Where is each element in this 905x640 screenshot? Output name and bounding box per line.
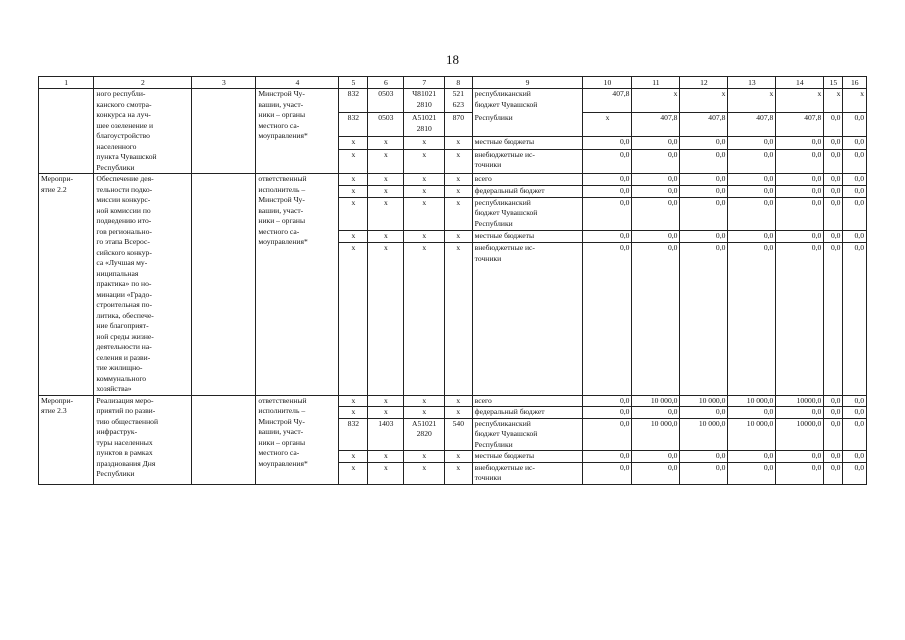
- cell-c6: x: [368, 174, 404, 186]
- cell-c12: 407,8: [680, 113, 728, 137]
- column-number-10: 10: [583, 77, 632, 89]
- text-line: местного са-: [258, 120, 300, 130]
- column-number-3: 3: [192, 77, 256, 89]
- cell-c9: местные бюджеты: [472, 231, 583, 243]
- cell-c5: x: [339, 149, 368, 173]
- event-description: [94, 89, 192, 174]
- cell-c7: x: [404, 407, 444, 419]
- text-line: го этапа Всерос-: [96, 237, 150, 246]
- text-line: тельности подко-: [96, 184, 153, 194]
- text-line: вашии, участ-: [258, 99, 304, 109]
- cell-c7: x: [404, 174, 444, 186]
- table-row: [39, 89, 867, 113]
- cell-c6: x: [368, 137, 404, 150]
- cell-c7: x: [404, 231, 444, 243]
- text-line: пунктов в рамках: [96, 448, 153, 457]
- cell-c6: x: [368, 149, 404, 173]
- cell-c14: 407,8: [776, 113, 824, 137]
- text-line: тие жилищно-: [96, 363, 143, 372]
- cell-c8: x: [444, 395, 472, 407]
- cell-c12: 0,0: [680, 197, 728, 230]
- cell-c14: 0,0: [776, 137, 824, 150]
- cell-c13: 0,0: [728, 185, 776, 197]
- event-label: [39, 395, 94, 484]
- text-line: са «Лучшая му-: [96, 258, 148, 267]
- cell-c14: x: [776, 89, 824, 113]
- cell-c16: 0,0: [843, 407, 867, 419]
- cell-c12: 10 000,0: [680, 395, 728, 407]
- cell-c5: 832: [339, 418, 368, 451]
- cell-c13: x: [728, 89, 776, 113]
- cell-c14: 0,0: [776, 197, 824, 230]
- column-number-14: 14: [776, 77, 824, 89]
- cell-c10: 0,0: [583, 395, 632, 407]
- cell-c16: 0,0: [843, 231, 867, 243]
- column-number-16: 16: [843, 77, 867, 89]
- cell-c7: x: [404, 243, 444, 396]
- cell-c9: внебюджетные ис- точники: [472, 149, 583, 173]
- cell-c9: республиканский бюджет Чувашской Республики: [472, 197, 583, 230]
- cell-c12: 0,0: [680, 174, 728, 186]
- column-number-2: 2: [94, 77, 192, 89]
- table-bottom-border: [776, 484, 824, 485]
- text-line: тию общественной: [96, 416, 159, 426]
- cell-c9: местные бюджеты: [472, 451, 583, 463]
- cell-c14: 10000,0: [776, 418, 824, 451]
- cell-c14: 0,0: [776, 243, 824, 396]
- cell-c16: 0,0: [843, 418, 867, 451]
- table-bottom-border: [728, 484, 776, 485]
- cell-c7: x: [404, 451, 444, 463]
- cell-c14: 0,0: [776, 149, 824, 173]
- cell-c9: федеральный бюджет: [472, 185, 583, 197]
- cell-c10: 0,0: [583, 451, 632, 463]
- cell-c5: x: [339, 243, 368, 396]
- cell-c13: 0,0: [728, 174, 776, 186]
- table-bottom-border: [94, 484, 192, 485]
- cell-c16: 0,0: [843, 149, 867, 173]
- cell-c13: 0,0: [728, 137, 776, 150]
- cell-c8: x: [444, 185, 472, 197]
- cell-c8: x: [444, 174, 472, 186]
- cell-c10: 407,8: [583, 89, 632, 113]
- text-line: населенного: [96, 141, 137, 151]
- cell-c5: x: [339, 174, 368, 186]
- cell-c12: 10 000,0: [680, 418, 728, 451]
- text-line: благоустройство: [96, 131, 150, 140]
- cell-c6: x: [368, 395, 404, 407]
- cell-c11: 0,0: [632, 231, 680, 243]
- empty-cell: [192, 89, 256, 174]
- cell-c6: x: [368, 185, 404, 197]
- cell-c13: 0,0: [728, 451, 776, 463]
- cell-c11: 0,0: [632, 137, 680, 150]
- text-line: Республики: [96, 469, 135, 478]
- text-line: ной среды жизне-: [96, 331, 154, 341]
- cell-c15: 0,0: [824, 174, 843, 186]
- cell-c16: 0,0: [843, 174, 867, 186]
- cell-c16: 0,0: [843, 451, 867, 463]
- text-line: строительная по-: [96, 300, 153, 309]
- text-line: пункта Чувашской: [96, 152, 157, 161]
- text-line: ятие 2.3: [41, 406, 67, 415]
- text-line: хозяйства»: [96, 384, 132, 393]
- column-number-13: 13: [728, 77, 776, 89]
- cell-c11: x: [632, 89, 680, 113]
- cell-c14: 0,0: [776, 462, 824, 484]
- cell-c7: x: [404, 137, 444, 150]
- cell-c16: 0,0: [843, 395, 867, 407]
- cell-c12: 0,0: [680, 231, 728, 243]
- cell-c16: 0,0: [843, 243, 867, 396]
- cell-c12: 0,0: [680, 137, 728, 150]
- cell-c11: 10 000,0: [632, 418, 680, 451]
- column-number-11: 11: [632, 77, 680, 89]
- cell-c14: 0,0: [776, 185, 824, 197]
- cell-c8: x: [444, 231, 472, 243]
- cell-c10: 0,0: [583, 174, 632, 186]
- cell-c15: 0,0: [824, 231, 843, 243]
- cell-c12: 0,0: [680, 149, 728, 173]
- cell-c5: x: [339, 185, 368, 197]
- cell-c13: 0,0: [728, 462, 776, 484]
- cell-c15: 0,0: [824, 113, 843, 137]
- cell-c11: 0,0: [632, 407, 680, 419]
- text-line: ятие 2.2: [41, 184, 67, 194]
- cell-c10: 0,0: [583, 231, 632, 243]
- cell-c7: А51021 2810: [404, 113, 444, 137]
- table-bottom-border: [680, 484, 728, 485]
- cell-c8: 521 623: [444, 89, 472, 113]
- text-line: инфраструк-: [96, 427, 138, 436]
- cell-c5: x: [339, 137, 368, 150]
- cell-c7: x: [404, 197, 444, 230]
- cell-c15: 0,0: [824, 137, 843, 150]
- cell-c11: 0,0: [632, 185, 680, 197]
- cell-c6: x: [368, 243, 404, 396]
- table-bottom-border: [444, 484, 472, 485]
- text-line: ние благоприят-: [96, 321, 149, 330]
- cell-c8: x: [444, 462, 472, 484]
- cell-c11: 0,0: [632, 197, 680, 230]
- cell-c12: 0,0: [680, 462, 728, 484]
- text-line: ответственный: [258, 395, 307, 405]
- cell-c10: x: [583, 113, 632, 137]
- event-description: [94, 395, 192, 484]
- text-line: Минстрой Чу-: [258, 416, 305, 426]
- cell-c5: 832: [339, 89, 368, 113]
- column-number-8: 8: [444, 77, 472, 89]
- text-line: миссии конкурс-: [96, 195, 151, 204]
- text-line: местного са-: [258, 226, 300, 236]
- cell-c7: x: [404, 462, 444, 484]
- text-line: селения и разви-: [96, 352, 151, 362]
- cell-c11: 0,0: [632, 174, 680, 186]
- text-line: Минстрой Чу-: [258, 195, 305, 204]
- text-line: ного республи-: [96, 89, 146, 98]
- cell-c11: 407,8: [632, 113, 680, 137]
- cell-c15: 0,0: [824, 462, 843, 484]
- cell-c11: 0,0: [632, 451, 680, 463]
- cell-c6: x: [368, 197, 404, 230]
- cell-c16: 0,0: [843, 113, 867, 137]
- text-line: моуправления*: [258, 458, 308, 468]
- cell-c15: x: [824, 89, 843, 113]
- cell-c8: x: [444, 407, 472, 419]
- cell-c14: 10000,0: [776, 395, 824, 407]
- cell-c7: x: [404, 149, 444, 173]
- table-bottom-border: [583, 484, 632, 485]
- empty-cell: [192, 174, 256, 396]
- cell-c5: x: [339, 231, 368, 243]
- cell-c15: 0,0: [824, 197, 843, 230]
- text-line: минации «Градо-: [96, 289, 152, 299]
- cell-c9: всего: [472, 395, 583, 407]
- text-line: исполнитель –: [258, 184, 306, 194]
- cell-c10: 0,0: [583, 149, 632, 173]
- cell-c6: x: [368, 451, 404, 463]
- cell-c5: x: [339, 451, 368, 463]
- cell-c10: 0,0: [583, 407, 632, 419]
- executors: [256, 395, 339, 484]
- cell-c14: 0,0: [776, 451, 824, 463]
- cell-c13: 10 000,0: [728, 418, 776, 451]
- cell-c16: 0,0: [843, 197, 867, 230]
- cell-c8: x: [444, 451, 472, 463]
- text-line: Минстрой Чу-: [258, 89, 305, 98]
- text-line: деятельности на-: [96, 342, 152, 351]
- cell-c11: 0,0: [632, 462, 680, 484]
- budget-table: [38, 76, 867, 485]
- table-bottom-border: [632, 484, 680, 485]
- cell-c8: x: [444, 197, 472, 230]
- table-row: [39, 174, 867, 186]
- text-line: празднования Дня: [96, 458, 156, 468]
- text-line: исполнитель –: [258, 406, 306, 415]
- cell-c10: 0,0: [583, 197, 632, 230]
- cell-c6: x: [368, 231, 404, 243]
- cell-c11: 0,0: [632, 243, 680, 396]
- cell-c16: 0,0: [843, 137, 867, 150]
- cell-c8: 540: [444, 418, 472, 451]
- text-line: местного са-: [258, 448, 300, 457]
- text-line: Меропри-: [41, 174, 74, 183]
- table-bottom-border: [404, 484, 444, 485]
- cell-c12: 0,0: [680, 407, 728, 419]
- cell-c7: x: [404, 395, 444, 407]
- cell-c10: 0,0: [583, 418, 632, 451]
- cell-c5: 832: [339, 113, 368, 137]
- text-line: ники – органы: [258, 110, 306, 119]
- cell-c15: 0,0: [824, 418, 843, 451]
- cell-c11: 0,0: [632, 149, 680, 173]
- cell-c14: 0,0: [776, 407, 824, 419]
- text-line: ной комиссии по: [96, 205, 151, 215]
- cell-c5: x: [339, 462, 368, 484]
- cell-c9: внебюджетные ис- точники: [472, 462, 583, 484]
- table-bottom-border: [256, 484, 339, 485]
- table-bottom-border: [39, 484, 94, 485]
- column-number-15: 15: [824, 77, 843, 89]
- text-line: вашии, участ-: [258, 205, 304, 215]
- cell-c15: 0,0: [824, 243, 843, 396]
- column-number-7: 7: [404, 77, 444, 89]
- page-number: 18: [446, 52, 459, 67]
- empty-cell: [192, 395, 256, 484]
- text-line: подведению ито-: [96, 216, 152, 225]
- event-description: [94, 174, 192, 396]
- cell-c6: x: [368, 462, 404, 484]
- cell-c15: 0,0: [824, 149, 843, 173]
- cell-c9: местные бюджеты: [472, 137, 583, 150]
- text-line: ответственный: [258, 174, 307, 183]
- cell-c16: x: [843, 89, 867, 113]
- cell-c12: x: [680, 89, 728, 113]
- text-line: канского смотра-: [96, 99, 152, 109]
- cell-c10: 0,0: [583, 137, 632, 150]
- event-label: [39, 174, 94, 396]
- column-number-4: 4: [256, 77, 339, 89]
- table-bottom-border: [339, 484, 368, 485]
- cell-c16: 0,0: [843, 185, 867, 197]
- cell-c5: x: [339, 407, 368, 419]
- cell-c6: 0503: [368, 113, 404, 137]
- text-line: приятий по разви-: [96, 406, 156, 415]
- cell-c7: x: [404, 185, 444, 197]
- cell-c5: x: [339, 197, 368, 230]
- cell-c13: 0,0: [728, 231, 776, 243]
- table-bottom-border: [192, 484, 256, 485]
- cell-c13: 0,0: [728, 243, 776, 396]
- cell-c10: 0,0: [583, 462, 632, 484]
- cell-c13: 407,8: [728, 113, 776, 137]
- cell-c15: 0,0: [824, 395, 843, 407]
- cell-c7: Ч81021 2810: [404, 89, 444, 113]
- table-row: [39, 395, 867, 407]
- text-line: туры населенных: [96, 437, 153, 447]
- cell-c15: 0,0: [824, 185, 843, 197]
- event-label: [39, 89, 94, 174]
- cell-c13: 0,0: [728, 197, 776, 230]
- text-line: Республики: [96, 162, 135, 172]
- text-line: шее озеленение и: [96, 120, 154, 130]
- executors: [256, 174, 339, 396]
- text-line: сийского конкур-: [96, 247, 152, 257]
- table-bottom-border: [472, 484, 583, 485]
- cell-c8: x: [444, 137, 472, 150]
- cell-c6: 1403: [368, 418, 404, 451]
- table-bottom-border: [843, 484, 867, 485]
- cell-c11: 10 000,0: [632, 395, 680, 407]
- column-number-row: [39, 77, 867, 89]
- cell-c13: 10 000,0: [728, 395, 776, 407]
- cell-c6: 0503: [368, 89, 404, 113]
- text-line: конкурса на луч-: [96, 110, 151, 119]
- cell-c14: 0,0: [776, 231, 824, 243]
- column-number-1: 1: [39, 77, 94, 89]
- cell-c9: республиканский бюджет Чувашской Республики: [472, 418, 583, 451]
- text-line: Меропри-: [41, 395, 74, 405]
- cell-c9: всего: [472, 174, 583, 186]
- text-line: гов регионально-: [96, 226, 152, 236]
- table-bottom-border: [368, 484, 404, 485]
- cell-c6: x: [368, 407, 404, 419]
- cell-c8: x: [444, 149, 472, 173]
- text-line: вашии, участ-: [258, 427, 304, 436]
- cell-c13: 0,0: [728, 149, 776, 173]
- cell-c12: 0,0: [680, 451, 728, 463]
- column-number-6: 6: [368, 77, 404, 89]
- cell-c9: внебюджетные ис- точники: [472, 243, 583, 396]
- text-line: коммунального: [96, 373, 147, 383]
- text-line: литика, обеспече-: [96, 310, 154, 320]
- text-line: ники – органы: [258, 437, 306, 447]
- text-line: практика» по но-: [96, 279, 152, 288]
- cell-c16: 0,0: [843, 462, 867, 484]
- text-line: ниципальная: [96, 268, 139, 278]
- column-number-12: 12: [680, 77, 728, 89]
- cell-c10: 0,0: [583, 243, 632, 396]
- cell-c8: x: [444, 243, 472, 396]
- cell-c9: Республики: [472, 113, 583, 137]
- cell-c9: республиканский бюджет Чувашской: [472, 89, 583, 113]
- cell-c8: 870: [444, 113, 472, 137]
- executors: [256, 89, 339, 174]
- cell-c12: 0,0: [680, 243, 728, 396]
- cell-c9: федеральный бюджет: [472, 407, 583, 419]
- cell-c7: А51021 2820: [404, 418, 444, 451]
- text-line: Обеспечение дея-: [96, 174, 154, 183]
- cell-c12: 0,0: [680, 185, 728, 197]
- cell-c15: 0,0: [824, 407, 843, 419]
- cell-c14: 0,0: [776, 174, 824, 186]
- text-line: Реализация меро-: [96, 395, 154, 405]
- cell-c5: x: [339, 395, 368, 407]
- column-number-9: 9: [472, 77, 583, 89]
- text-line: ники – органы: [258, 216, 306, 225]
- text-line: моуправления*: [258, 237, 308, 246]
- cell-c10: 0,0: [583, 185, 632, 197]
- cell-c15: 0,0: [824, 451, 843, 463]
- column-number-5: 5: [339, 77, 368, 89]
- cell-c13: 0,0: [728, 407, 776, 419]
- text-line: моуправления*: [258, 131, 308, 140]
- table-bottom-border: [824, 484, 843, 485]
